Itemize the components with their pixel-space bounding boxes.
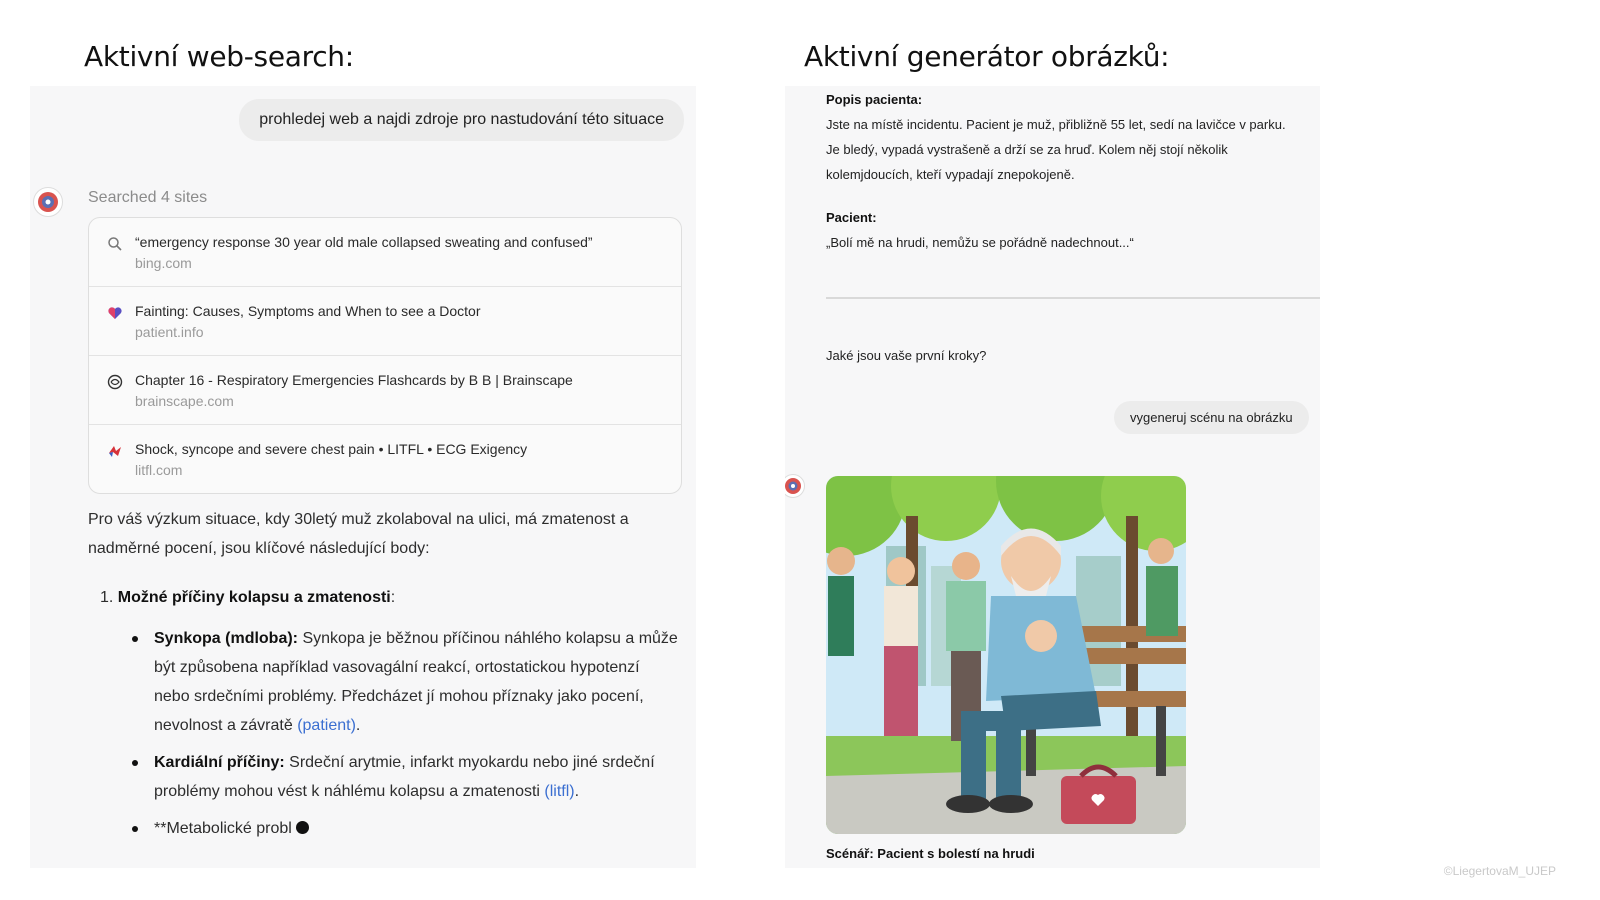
patient-label: Pacient: [826, 210, 877, 225]
source-domain: patient.info [135, 324, 204, 340]
numbered-list-item [88, 583, 678, 612]
patient-description-line: Jste na místě incidentu. Pacient je muž, přibližně 55 let, sedí na lavičce v parku. [826, 117, 1286, 132]
list-item-title: Možné příčiny kolapsu a zmatenosti [117, 589, 391, 606]
bullet-end: . [355, 717, 361, 734]
bullet-bold: Kardiální příčiny: [154, 754, 285, 771]
source-title[interactable]: Fainting: Causes, Symptoms and When to see a Doctor [135, 303, 481, 319]
assistant-avatar-icon [33, 187, 63, 217]
bullet-bold: Synkopa (mdloba): [154, 630, 299, 647]
source-title[interactable]: Shock, syncope and severe chest pain • LITFL • ECG Exigency [135, 441, 528, 457]
assistant-answer [88, 505, 678, 851]
search-icon [107, 236, 123, 252]
litfl-icon [107, 443, 123, 459]
searched-sites-label[interactable]: Searched 4 sites [88, 189, 208, 206]
assistant-avatar-icon [785, 474, 805, 498]
bullet-item [88, 814, 678, 843]
source-title[interactable]: “emergency response 30 year old male collapsed sweating and confused” [135, 234, 593, 250]
question-text: Jaké jsou vaše první kroky? [826, 348, 987, 363]
citation-link[interactable]: (patient) [297, 717, 356, 734]
list-item-colon: : [390, 589, 396, 606]
streaming-cursor-icon [296, 821, 309, 834]
source-item[interactable] [89, 287, 681, 356]
bullet-text: **Metabolické probl [154, 820, 292, 837]
web-search-chat-panel [30, 86, 696, 868]
source-title[interactable]: Chapter 16 - Respiratory Emergencies Flashcards by B B | Brainscape [135, 372, 573, 388]
patient-quote: „Bolí mě na hrudi, nemůžu se pořádně nadechnout...“ [826, 235, 1134, 250]
watermark: ©LiegertovaM_UJEP [1443, 864, 1556, 878]
source-item[interactable] [89, 356, 681, 425]
patient-description-line: kolemjdoucích, kteří vypadají znepokojeně. [826, 167, 1075, 182]
right-heading: Aktivní generátor obrázků: [804, 40, 1170, 73]
brain-icon [107, 374, 123, 390]
answer-intro: Pro váš výzkum situace, kdy 30letý muž zkolaboval na ulici, má zmatenost a nadměrné pocení, jsou klíčové následující body: [88, 511, 629, 557]
image-caption: Scénář: Pacient s bolestí na hrudi [826, 846, 1035, 861]
user-message-bubble: prohledej web a najdi zdroje pro nastudování této situace [239, 99, 684, 141]
citation-link[interactable]: (litfl) [544, 783, 575, 800]
source-domain: brainscape.com [135, 393, 234, 409]
source-item[interactable] [89, 218, 681, 287]
patient-description-label: Popis pacienta: [826, 92, 923, 107]
left-heading: Aktivní web-search: [84, 40, 354, 73]
bullet-end: . [574, 783, 580, 800]
generated-scene-image[interactable] [826, 476, 1186, 834]
user-message-bubble: vygeneruj scénu na obrázku [1114, 401, 1309, 434]
heart-icon [107, 305, 123, 321]
source-item[interactable] [89, 425, 681, 493]
sources-list [88, 217, 682, 494]
source-domain: litfl.com [135, 462, 183, 478]
source-domain: bing.com [135, 255, 192, 271]
image-generator-chat-panel [785, 86, 1320, 868]
bullet-text: Synkopa je běžnou příčinou náhlého kolapsu a může být způsobena například vasovagální reakcí, ortostatickou hypotenzí nebo srdečními problémy. Předcházet jí mohou příznaky jako pocení, nevolnost a závratě [154, 630, 678, 734]
bullet-item [88, 748, 678, 806]
bullet-list [88, 624, 678, 843]
divider [826, 297, 1320, 299]
patient-description-line: Je bledý, vypadá vystrašeně a drží se za hruď. Kolem něj stojí několik [826, 142, 1228, 157]
bullet-text: Srdeční arytmie, infarkt myokardu nebo jiné srdeční problémy mohou vést k náhlému kolapsu a zmatenosti [154, 754, 655, 800]
bullet-item [88, 624, 678, 740]
list-number: 1. [100, 589, 114, 606]
